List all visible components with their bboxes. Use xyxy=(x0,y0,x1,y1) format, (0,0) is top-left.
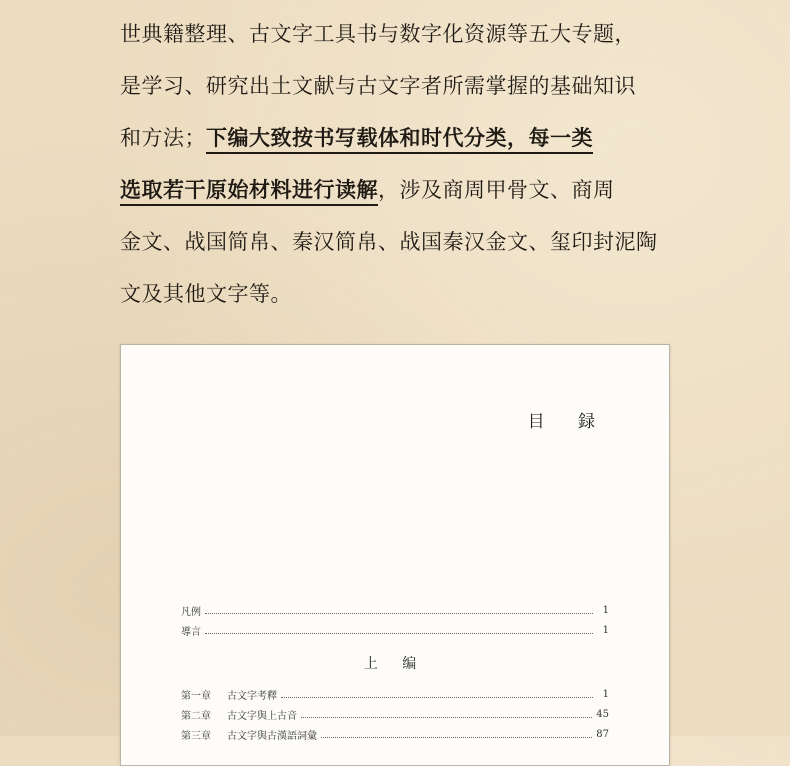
intro-line-3-text: 和方法； xyxy=(120,126,206,150)
toc-chapter-entry xyxy=(181,707,609,721)
toc-leader-dots xyxy=(205,606,593,614)
intro-line-3 xyxy=(120,112,680,164)
toc-chapter-page: 1 xyxy=(602,688,609,700)
toc-chapter-number: 第一章 xyxy=(181,690,211,702)
toc-chapter-number: 第二章 xyxy=(181,710,211,722)
toc-chapter-page: 45 xyxy=(596,708,609,720)
toc-chapter-number: 第三章 xyxy=(181,730,211,742)
intro-line-2: 是学习、研究出土文献与古文字者所需掌握的基础知识 xyxy=(120,74,636,98)
toc-page-image xyxy=(120,344,670,766)
toc-leader-dots xyxy=(205,626,593,634)
toc-chapter-name: 古文字與古漢語詞彙 xyxy=(227,730,317,742)
intro-text xyxy=(120,8,680,320)
toc-section-heading: 上 编 xyxy=(363,656,427,672)
intro-line-4-text: ，涉及商周甲骨文、商周 xyxy=(378,178,615,202)
toc-entry xyxy=(181,603,609,617)
toc-chapter-entry xyxy=(181,727,609,741)
intro-line-5: 金文、战国简帛、秦汉简帛、战国秦汉金文、玺印封泥陶 xyxy=(120,230,658,254)
toc-entry xyxy=(181,623,609,637)
toc-leader-dots xyxy=(321,730,592,738)
toc-leader-dots xyxy=(281,690,593,698)
toc-leader-dots xyxy=(301,710,592,718)
toc-chapter-page: 87 xyxy=(596,728,609,740)
toc-chapter-name: 古文字與上古音 xyxy=(227,710,297,722)
toc-chapter-name: 古文字考釋 xyxy=(227,690,277,702)
toc-entry-name: 凡例 xyxy=(181,606,201,618)
intro-line-4 xyxy=(120,164,680,216)
toc-entry-page: 1 xyxy=(602,624,609,636)
toc-title: 目 録 xyxy=(527,412,609,432)
intro-highlight-1: 下编大致按书写载体和时代分类，每一类 xyxy=(206,125,593,154)
toc-entry-page: 1 xyxy=(602,604,609,616)
toc-chapter-entry xyxy=(181,687,609,701)
intro-highlight-2: 选取若干原始材料进行读解 xyxy=(120,177,378,206)
intro-line-6: 文及其他文字等。 xyxy=(120,282,292,306)
toc-entry-name: 導言 xyxy=(181,626,201,638)
intro-line-1: 世典籍整理、古文字工具书与数字化资源等五大专题， xyxy=(120,22,636,46)
